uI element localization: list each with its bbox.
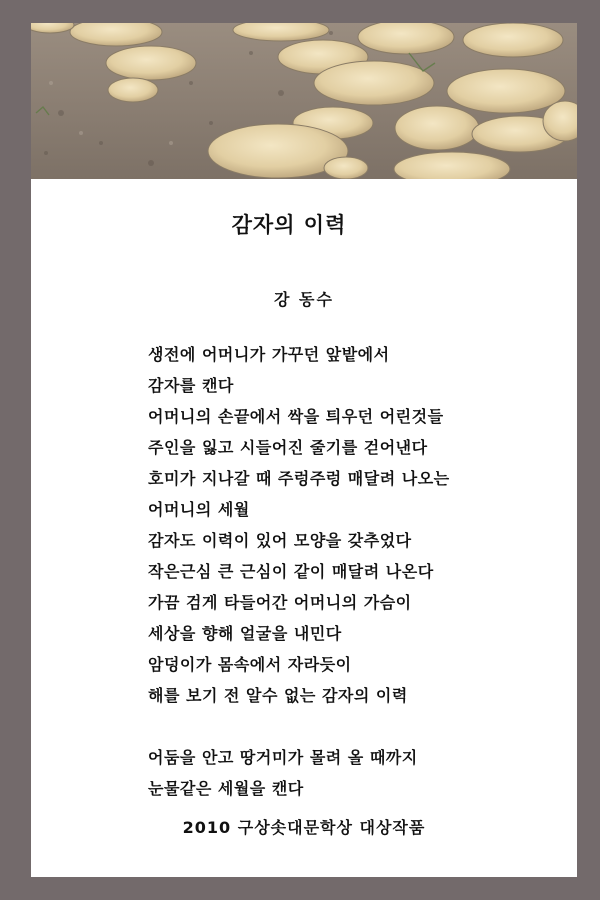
- poem-line: 호미가 지나갈 때 주렁주렁 매달려 나오는: [148, 469, 450, 488]
- poem-line: 작은근심 큰 근심이 같이 매달려 나온다: [148, 562, 434, 581]
- poem-body: [148, 339, 450, 804]
- poem-author: 강 동수: [274, 290, 334, 309]
- poem-line: 해를 보기 전 알수 없는 감자의 이력: [148, 686, 408, 705]
- poem-line: 세상을 향해 얼굴을 내민다: [148, 624, 342, 643]
- poem-card: [31, 23, 577, 877]
- poem-line: 가끔 검게 타들어간 어머니의 가슴이: [148, 593, 412, 612]
- stanza-break: [148, 711, 450, 742]
- poem-line: 눈물같은 세월을 캔다: [148, 779, 304, 798]
- poem-line: 생전에 어머니가 가꾸던 앞밭에서: [148, 345, 390, 364]
- poem-line: 감자를 캔다: [148, 376, 234, 395]
- poem-line: 어머니의 세월: [148, 500, 250, 519]
- poem-line: 어머니의 손끝에서 싹을 틔우던 어린것들: [148, 407, 444, 426]
- poem-line: 암덩이가 몸속에서 자라듯이: [148, 655, 352, 674]
- poem-line: 주인을 잃고 시들어진 줄기를 걷어낸다: [148, 438, 428, 457]
- poem-title: 감자의 이력: [231, 213, 347, 237]
- poem-line: 어둠을 안고 땅거미가 몰려 올 때까지: [148, 748, 418, 767]
- potato-photo: [31, 23, 577, 179]
- award-caption: 2010 구상솟대문학상 대상작품: [182, 818, 426, 837]
- poem-line: 감자도 이력이 있어 모양을 갖추었다: [148, 531, 412, 550]
